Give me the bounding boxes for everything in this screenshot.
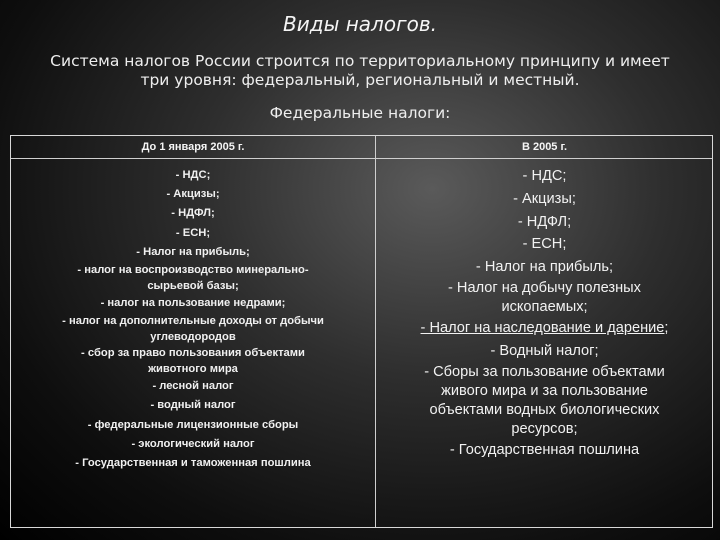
list-item: - экологический налог — [131, 437, 255, 450]
list-item: - федеральные лицензионные сборы — [87, 418, 299, 431]
list-item: - сбор за право пользования объектами — [81, 347, 305, 360]
list-item: - налог на воспроизводство минерально- — [77, 264, 309, 277]
list-item: ресурсов; — [511, 420, 578, 437]
list-item: - водный налог — [150, 399, 236, 412]
section-subtitle: Федеральные налоги: — [269, 104, 451, 122]
list-item: - Сборы за пользование объектами — [424, 363, 665, 380]
left-tax-list — [11, 158, 375, 527]
list-item: - Государственная и таможенная пошлина — [75, 457, 311, 470]
list-item: - Государственная пошлина — [449, 441, 640, 458]
list-item: - ЕСН; — [522, 236, 567, 253]
right-tax-list — [376, 158, 713, 527]
list-item: - Водный налог; — [490, 342, 599, 359]
slide-title: Виды налогов. — [283, 12, 437, 36]
header-2005: В 2005 г. — [521, 141, 568, 153]
list-item: - Акцизы; — [513, 190, 576, 207]
list-item: ископаемых; — [501, 298, 588, 315]
header-before-2005: До 1 января 2005 г. — [141, 141, 245, 153]
list-item: - налог на пользование недрами; — [100, 297, 286, 310]
list-item: - НДС; — [175, 169, 211, 181]
list-item: - НДФЛ; — [517, 213, 572, 230]
list-item: - Налог на добычу полезных — [448, 279, 641, 296]
table-header-row — [11, 136, 712, 159]
list-item — [376, 317, 713, 340]
list-item: - лесной налог — [152, 380, 234, 393]
intro-line: три уровня: федеральный, региональный и местный. — [140, 71, 580, 89]
list-item: - НДС; — [522, 168, 567, 184]
list-item: сырьевой базы; — [147, 280, 239, 293]
list-item: - налог на дополнительные доходы от добычи — [62, 315, 324, 328]
list-item: животного мира — [148, 363, 238, 376]
intro-line: Система налогов России строится по территориальному принципу и имеет — [50, 52, 670, 70]
list-item: живого мира и за пользование — [441, 382, 648, 399]
list-item: - ЕСН; — [175, 226, 211, 239]
list-item: - Акцизы; — [166, 188, 220, 201]
underlined-item: - Налог на наследование и дарение; — [420, 319, 669, 336]
intro-text — [20, 52, 700, 90]
list-item: - Налог на прибыль; — [136, 245, 250, 258]
list-item: - Налог на прибыль; — [475, 259, 614, 276]
list-item: объектами водных биологических — [429, 401, 660, 418]
list-item: - НДФЛ; — [171, 207, 215, 220]
list-item: углеводородов — [150, 331, 236, 344]
tax-table — [10, 135, 713, 528]
